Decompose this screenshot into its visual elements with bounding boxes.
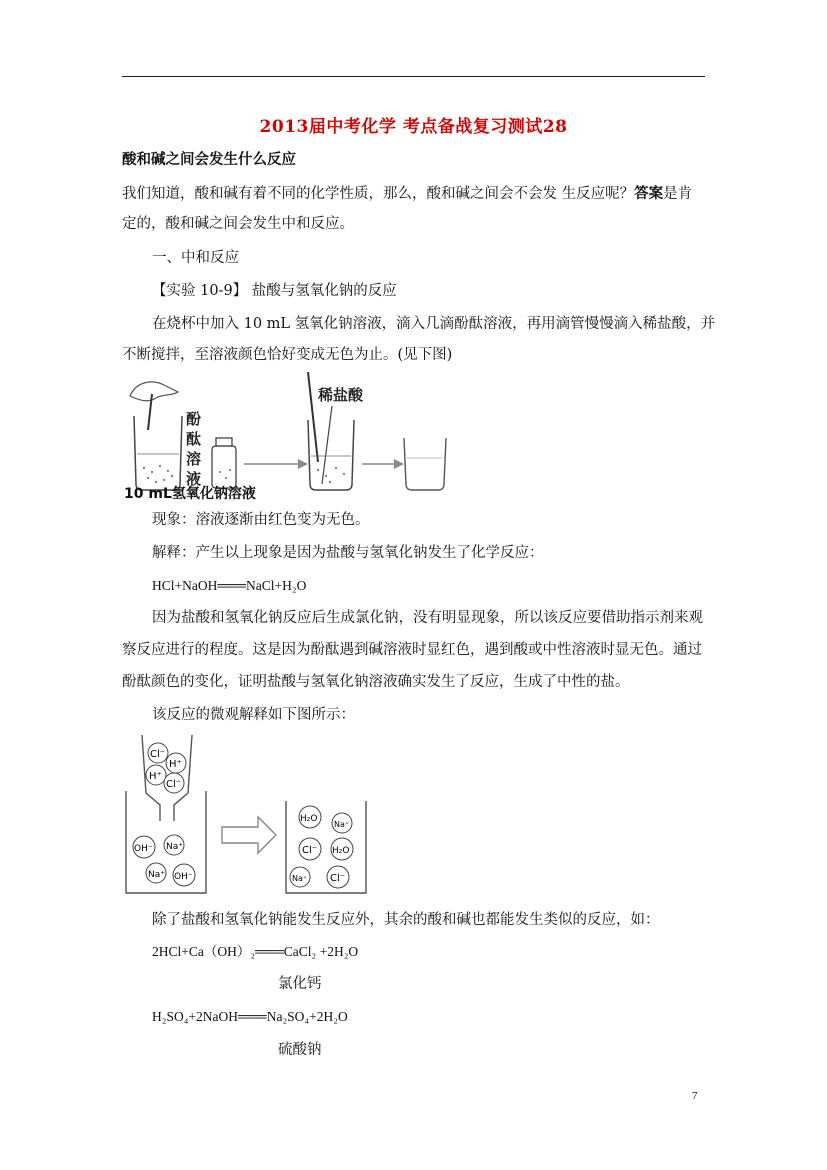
svg-text:OH⁻: OH⁻	[134, 844, 153, 854]
experiment-title: 【实验 10-9】 盐酸与氢氧化钠的反应	[152, 283, 397, 299]
right-beaker	[404, 438, 446, 490]
funnel-ion-3	[146, 765, 166, 785]
intro-text-post: 是肯	[663, 186, 693, 202]
svg-text:Na⁺: Na⁺	[148, 870, 165, 880]
svg-text:Cl⁻: Cl⁻	[150, 749, 166, 760]
intro-line-1	[122, 184, 692, 204]
dilute-hcl-label: 稀盐酸	[318, 386, 364, 404]
arrow-icon	[362, 459, 404, 469]
sodium-sulfate-label: 硫酸钠	[278, 1042, 322, 1058]
calcium-chloride-label: 氯化钙	[278, 976, 322, 992]
phenomenon-text: 现象：溶液逐渐由红色变为无色。	[152, 512, 370, 528]
right-ion-4	[331, 838, 353, 860]
intro-line-2: 定的，酸和碱之间会发生中和反应。	[122, 216, 354, 232]
svg-text:OH⁻: OH⁻	[174, 872, 193, 882]
phenolphthalein-char-3: 溶	[186, 450, 202, 468]
intro-text-pre: 我们知道，酸和碱有着不同的化学性质，那么，酸和碱之间会不会发 生反应呢？	[122, 186, 635, 202]
reaction-arrow-icon	[222, 817, 276, 853]
explanation-text: 解释：产生以上现象是因为盐酸与氢氧化钠发生了化学反应：	[152, 545, 544, 561]
funnel-ion-2	[166, 753, 186, 773]
para2-line-2: 察反应进行的程度。这是因为酚酞遇到碱溶液时显红色，遇到酸或中性溶液时显无色。通过	[122, 642, 702, 658]
phenolphthalein-char-4: 液	[186, 470, 202, 488]
right-ion-2	[332, 813, 352, 833]
stirring-rod-icon	[322, 406, 332, 484]
para2-line-1: 因为盐酸和氢氧化钠反应后生成氯化钠，没有明显现象，所以该反应要借助指示剂来观	[152, 610, 703, 626]
section-heading: 酸和碱之间会发生什么反应	[122, 151, 296, 168]
right-ion-1	[299, 806, 321, 828]
intro-text-bold: 答案	[634, 185, 664, 202]
hand-icon	[130, 382, 178, 401]
right-ion-6	[327, 866, 349, 888]
svg-text:H₂O: H₂O	[332, 846, 350, 856]
phenolphthalein-char-2: 酞	[186, 430, 202, 448]
micro-intro-text: 该反应的微观解释如下图所示：	[152, 707, 355, 723]
svg-text:Na⁺: Na⁺	[166, 842, 183, 852]
equation-hcl-caoh2: 2HCl+Ca（OH）₂═══CaCl₂ +2H₂O	[152, 944, 359, 959]
equation-hcl-naoh: HCl+NaOH═══NaCl+H₂O	[152, 578, 307, 593]
experiment-desc-line-1: 在烧杯中加入 10 mL 氢氧化钠溶液，滴入几滴酚酞溶液，再用滴管慢慢滴入稀盐酸，并	[152, 316, 716, 332]
naoh-label: 10 mL氢氧化钠溶液	[124, 486, 256, 502]
left-beaker	[134, 416, 182, 490]
dropper-icon	[148, 394, 152, 430]
svg-text:Cl⁻: Cl⁻	[330, 873, 346, 884]
right-ion-3	[299, 838, 321, 860]
arrow-icon	[244, 459, 308, 469]
svg-text:H₂O: H₂O	[300, 814, 318, 824]
left-beaker-solution	[143, 465, 173, 483]
svg-text:H⁺: H⁺	[149, 771, 162, 782]
experiment-desc-line-2: 不断搅拌，至溶液颜色恰好变成无色为止。(见下图)	[122, 347, 453, 363]
page-number: 7	[692, 1090, 698, 1102]
left-ion-4	[173, 864, 195, 886]
header-rule	[122, 76, 705, 77]
svg-text:Na⁺: Na⁺	[292, 874, 308, 883]
funnel-ion-4	[164, 773, 184, 793]
micro-figure	[122, 735, 382, 897]
para2-line-3: 酚酞颜色的变化，证明盐酸与氢氧化钠溶液确实发生了反应，生成了中性的盐。	[122, 674, 630, 690]
reagent-bottle	[212, 438, 236, 488]
left-ion-1	[133, 836, 155, 858]
left-ion-3	[146, 863, 166, 883]
experiment-figure	[122, 372, 472, 502]
section-neutralization: 一、中和反应	[152, 250, 239, 266]
para3-text: 除了盐酸和氢氧化钠能发生反应外，其余的酸和碱也都能发生类似的反应，如：	[152, 912, 660, 928]
left-ion-2	[164, 835, 184, 855]
svg-text:Na⁺: Na⁺	[334, 820, 350, 829]
equation-h2so4-naoh: H₂SO₄+2NaOH═══Na₂SO₄+2H₂O	[152, 1009, 348, 1024]
svg-text:Cl⁻: Cl⁻	[302, 845, 318, 856]
right-ion-5	[290, 867, 310, 887]
funnel-ion-1	[148, 743, 168, 763]
document-title: 2013届中考化学 考点备战复习测试28	[259, 117, 568, 137]
svg-text:H⁺: H⁺	[169, 759, 182, 770]
svg-text:Cl⁻: Cl⁻	[166, 779, 182, 790]
phenolphthalein-char-1: 酚	[186, 410, 202, 428]
